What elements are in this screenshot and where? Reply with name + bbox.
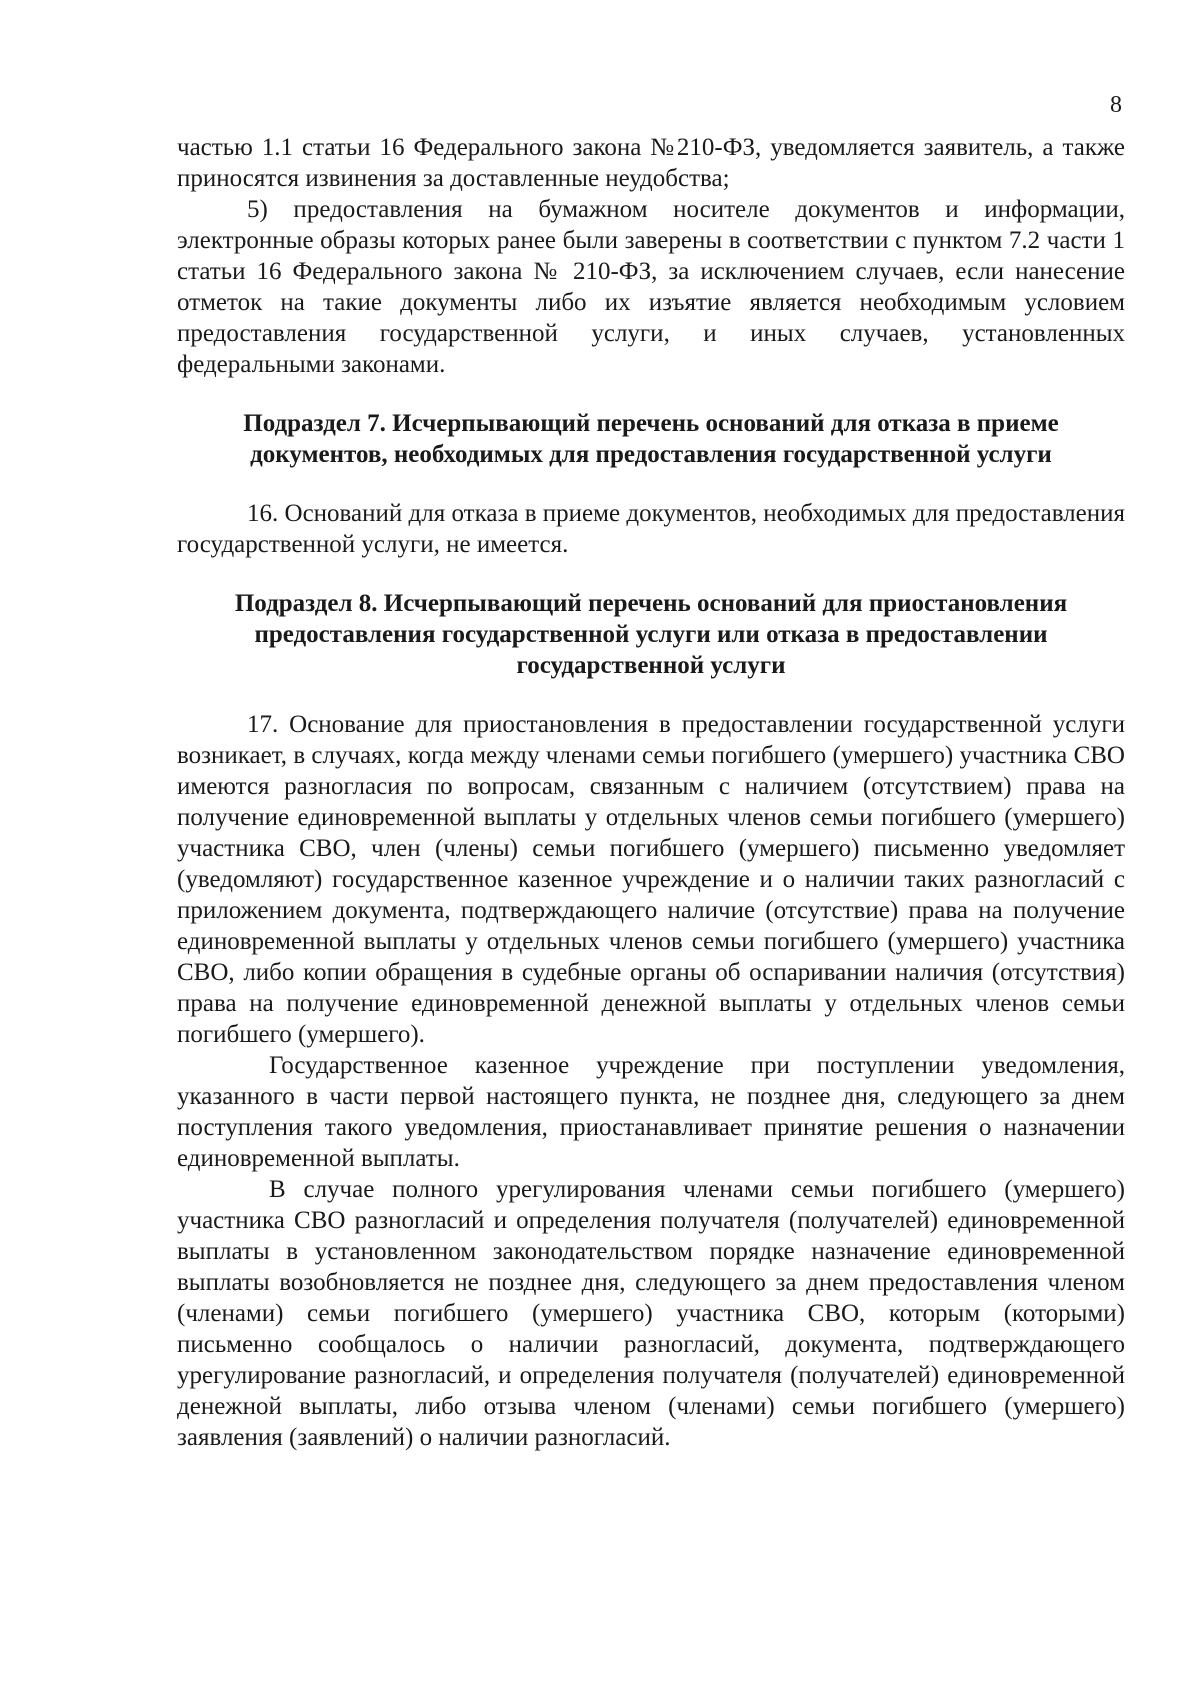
document-body	[177, 132, 1125, 1453]
paragraph-continuation: частью 1.1 статьи 16 Федерального закона №210-ФЗ, уведомляется заявитель, а также приносятся извинения за доставленные неудобства;	[177, 134, 1125, 192]
page-number: 8	[1110, 92, 1122, 118]
paragraph-17-institution: Государственное казенное учреждение при поступлении уведомления, указанного в части первой настоящего пункта, не позднее дня, следующего за днем поступления такого уведомления, приостанавливает принятие решения о назначении единовременной выплаты.	[177, 1052, 1125, 1172]
paragraph-16: 16. Оснований для отказа в приеме документов, необходимых для предоставления государственной услуги, не имеется.	[177, 500, 1125, 558]
paragraph-17-resolution: В случае полного урегулирования членами семьи погибшего (умершего) участника СВО разногласий и определения получателя (получателей) единовременной выплаты в установленном законодательством порядке назначение единовременной выплаты возобновляется не позднее дня, следующего за днем предоставления членом (членами) семьи погибшего (умершего) участника СВО, которым (которыми) письменно сообщалось о наличии разногласий, документа, подтверждающего урегулирование разногласий, и определения получателя (получателей) единовременной денежной выплаты, либо отзыва членом (членами) семьи погибшего (умершего) заявления (заявлений) о наличии разногласий.	[177, 1176, 1125, 1451]
paragraph-item-5: 5) предоставления на бумажном носителе документов и информации, электронные образы которых ранее были заверены в соответствии с пунктом 7.2 части 1 статьи 16 Федерального закона № 210-ФЗ, за исключением случаев, если нанесение отметок на такие документы либо их изъятие является необходимым условием предоставления государственной услуги, и иных случаев, установленных федеральными законами.	[177, 196, 1125, 378]
paragraph-17: 17. Основание для приостановления в предоставлении государственной услуги возникает, в случаях, когда между членами семьи погибшего (умершего) участника СВО имеются разногласия по вопросам, связанным с наличием (отсутствием) права на получение единовременной выплаты у отдельных членов семьи погибшего (умершего) участника СВО, член (члены) семьи погибшего (умершего) письменно уведомляет (уведомляют) государственное казенное учреждение и о наличии таких разногласий с приложением документа, подтверждающего наличие (отсутствие) права на получение единовременной выплаты у отдельных членов семьи погибшего (умершего) участника СВО, либо копии обращения в судебные органы об оспаривании наличия (отсутствия) права на получение единовременной денежной выплаты у отдельных членов семьи погибшего (умершего).	[177, 711, 1125, 1048]
section-heading-8: Подраздел 8. Исчерпывающий перечень оснований для приостановления предоставления государственной услуги или отказа в предоставлении государственной услуги	[234, 590, 1068, 679]
section-heading-7: Подраздел 7. Исчерпывающий перечень оснований для отказа в приеме документов, необходимых для предоставления государственной услуги	[243, 410, 1059, 468]
